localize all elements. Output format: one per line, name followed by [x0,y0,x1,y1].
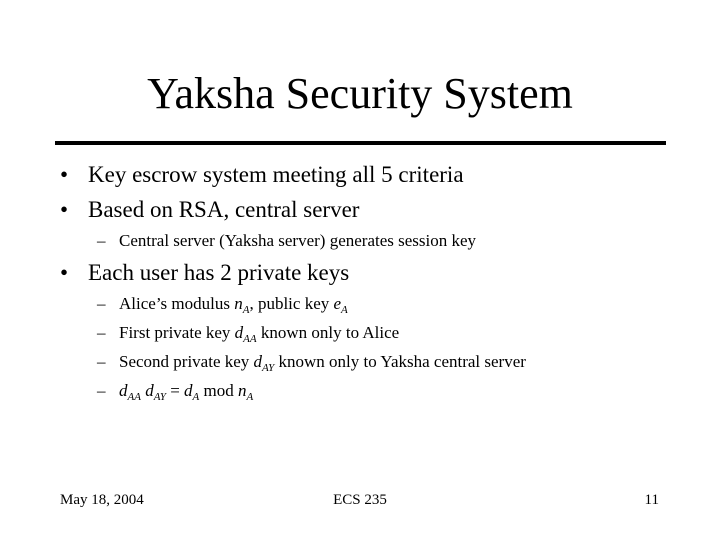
math-var: $d_{AY}$ [253,352,275,374]
math-var: $d_{AA}$ [234,323,257,345]
bullet-dot-icon: • [60,197,69,222]
footer-page-number: 11 [644,492,659,508]
sub-bullet-text: First private key $d_{AA}$ known only to Alice [119,323,400,345]
bullet-dash-icon: – [97,294,106,313]
math-var: $e_A$ [333,294,348,316]
bullet-text: Based on RSA, central server [88,197,360,222]
bullet-text: Each user has 2 private keys [88,260,350,285]
bullet-dash-icon: – [97,352,106,371]
bullet-dot-icon: • [60,162,69,187]
footer-date: May 18, 2004 [60,492,144,508]
math-var: $d_{AY}$ [145,381,166,403]
title-divider [55,141,666,145]
bullet-dash-icon: – [97,231,106,250]
sub-bullet-text: Second private key $d_{AY}$ known only to Yaksha central server [119,352,526,374]
math-var: $d_{AA}$ [119,381,141,403]
sub-bullet-text: Alice’s modulus $n_A$, public key $e_A$ [119,294,348,316]
bullet-dot-icon: • [60,260,69,285]
bullet-dash-icon: – [97,323,106,342]
math-var: $d_A$ [184,381,200,403]
footer-course: ECS 235 [333,492,387,508]
sub-bullet-text: Central server (Yaksha server) generates session key [119,231,477,250]
slide-title: Yaksha Security System [147,69,573,118]
math-var: $n_A$ [238,381,254,403]
sub-bullet-text: $d_{AA}$ $d_{AY} = d_A$ mod $n_A$ [119,381,254,403]
bullet-text: Key escrow system meeting all 5 criteria [88,162,464,187]
math-var: $n_A$ [234,294,250,316]
bullet-dash-icon: – [97,381,106,400]
